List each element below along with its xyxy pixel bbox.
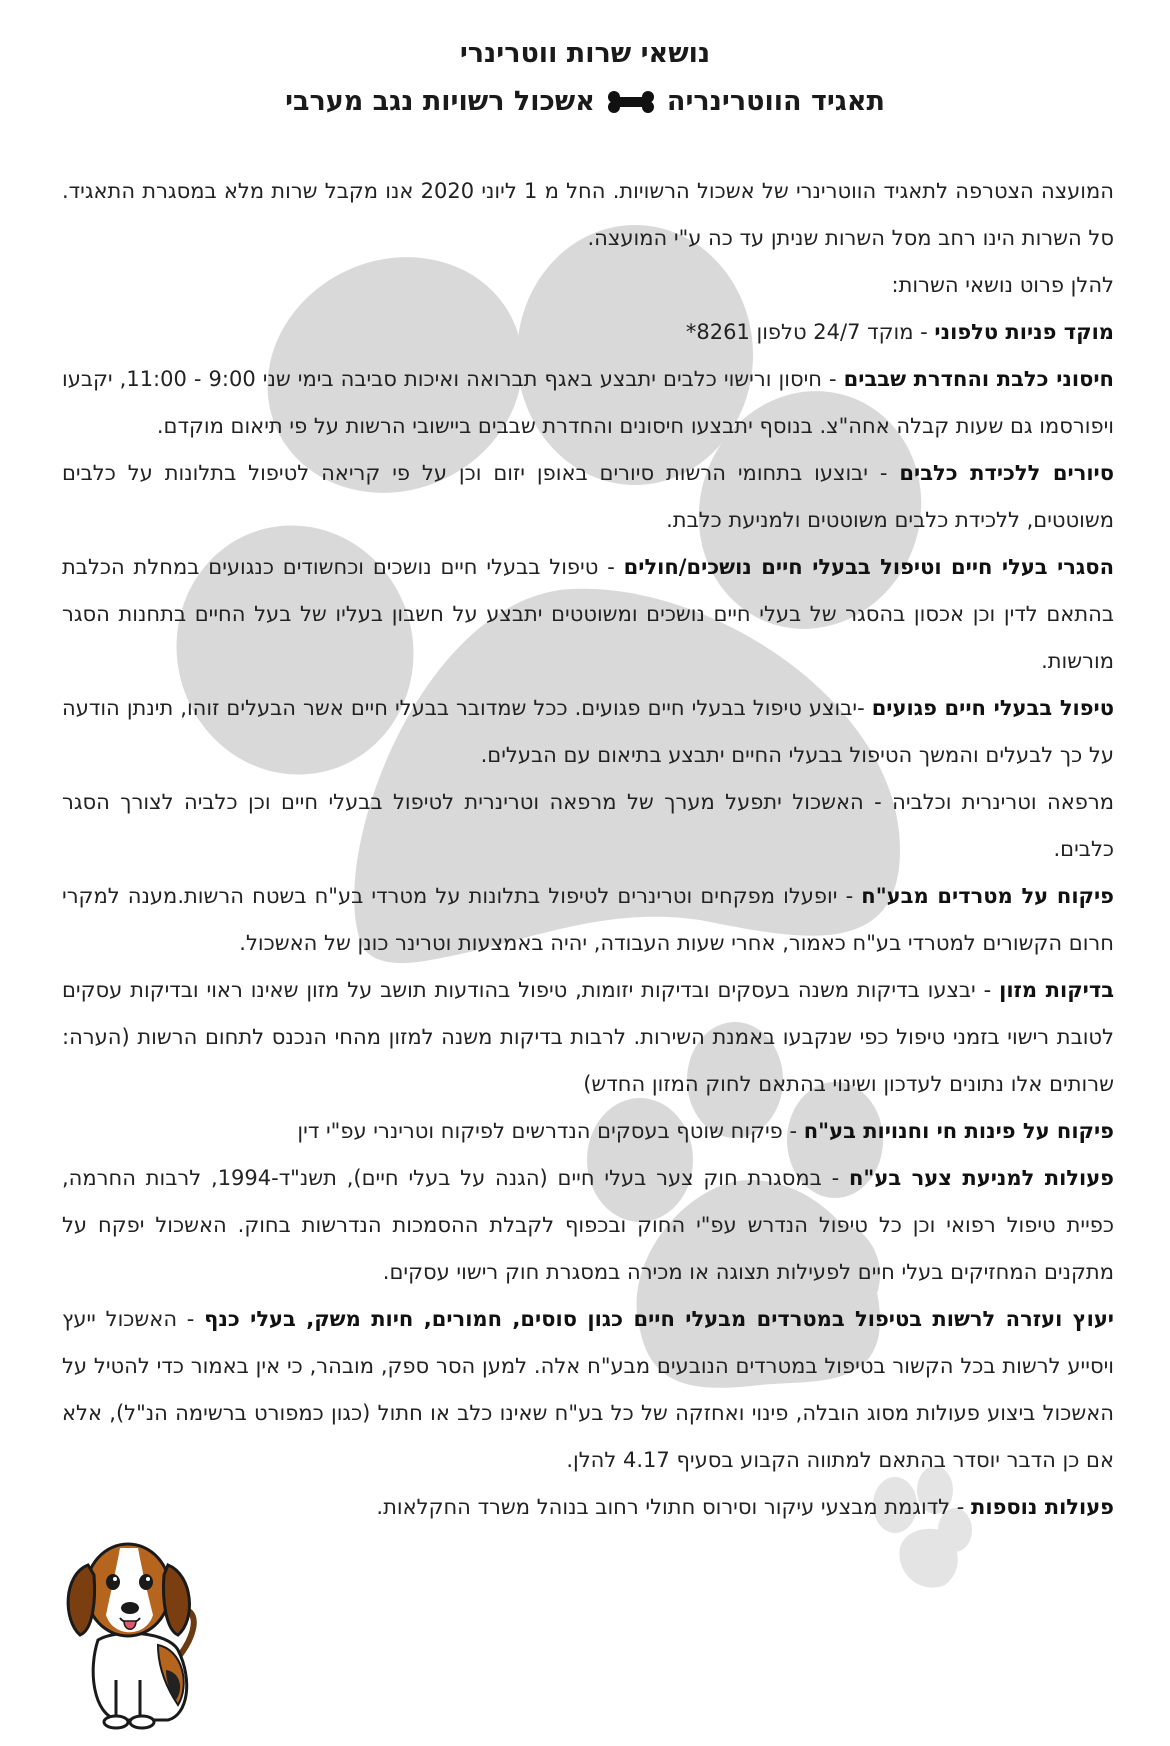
document-body xyxy=(62,168,1114,1531)
section-animal-cruelty xyxy=(62,1155,1114,1296)
section-heading: פיקוח על פינות חי וחנויות בע"ח xyxy=(803,1119,1114,1143)
section-heading: פעולות למניעת צער בע"ח xyxy=(849,1166,1114,1190)
section-heading: חיסוני כלבת והחדרת שבבים xyxy=(843,367,1114,391)
intro-paragraph: המועצה הצטרפה לתאגיד הווטרינרי של אשכול הרשויות. החל מ 1 ליוני 2020 אנו מקבל שרות מלא במסגרת התאגיד. סל השרות הינו רחב מסל השרות שניתן עד כה ע"י המועצה. xyxy=(62,179,1115,250)
section-text: -יבוצע טיפול בבעלי חיים פגועים. ככל שמדובר בבעלי חיים אשר הבעלים זוהו, תינתן הודעה על כך לבעלים והמשך הטיפול בבעלי החיים יתבצע בתיאום עם הבעלים. xyxy=(62,696,1114,767)
title-line-2 xyxy=(0,78,1170,126)
section-text: - יופעלו מפקחים וטרינרים לטיפול בתלונות על מטרדי בע"ח בשטח הרשות.מענה למקרי חרום הקשורים למטרדי בע"ח כאמור, אחרי שעות העבודה, יהיה באמצעות וטרינר כונן של האשכול. xyxy=(62,884,1114,955)
title-line-1: נושאי שרות ווטרינרי xyxy=(459,38,711,69)
section-dog-patrols xyxy=(62,450,1114,544)
title-cluster-name: אשכול רשויות נגב מערבי xyxy=(285,86,595,117)
beagle-puppy-icon xyxy=(58,1520,208,1730)
section-heading: פעולות נוספות xyxy=(971,1495,1114,1519)
section-text: מרפאה וטרינרית וכלביה - האשכול יתפעל מערך של מרפאה וטרינרית לטיפול בבעלי חיים וכן כלביה לצורך הסגר כלבים. xyxy=(62,790,1114,861)
section-text: - במסגרת חוק צער בעלי חיים (הגנה על בעלי חיים), תשנ"ד-1994, לרבות החרמה, כפיית טיפול רפואי וכן כל טיפול הנדרש עפ"י החוק ובכפוף לקבלת ההסמכות הנדרשות בחוק. האשכול יפקח על מתקנים המחזיקים בעלי חיים לפעילות תצוגה או מכירה במסגרת חוק רישוי עסקים. xyxy=(62,1166,1114,1284)
section-heading: פיקוח על מטרדים מבע"ח xyxy=(861,884,1114,908)
section-heading: סיורים ללכידת כלבים xyxy=(899,461,1114,485)
section-heading: יעוץ ועזרה לרשות בטיפול במטרדים מבעלי חיים כגון סוסים, חמורים, חיות משק, בעלי כנף xyxy=(204,1307,1114,1331)
section-text: - לדוגמת מבצעי עיקור וסירוס חתולי רחוב בנוהל משרד החקלאות. xyxy=(376,1495,972,1519)
section-injured-animals xyxy=(62,685,1114,779)
section-text: - פיקוח שוטף בעסקים הנדרשים לפיקוח וטרינרי עפ"י דין xyxy=(297,1119,804,1143)
section-heading: בדיקות מזון xyxy=(999,978,1115,1002)
section-food-inspection xyxy=(62,967,1114,1108)
section-text: - מוקד 24/7 טלפון 8261* xyxy=(685,320,935,344)
section-text: - יבצעו בדיקות משנה בעסקים ובדיקות יזומות, טיפול בהודעות תושב על מזון שאינו ראוי ובדיקות עסקים לטובת רישוי בזמני טיפול כפי שנקבעו באמנת השירות. לרבות בדיקות משנה למזון מהחי הנכנס לתחום הרשות (הערה: שרותים אלו נתונים לעדכון ושינוי בהתאם לחוק המזון החדש) xyxy=(62,978,1114,1096)
section-quarantine xyxy=(62,544,1114,685)
document-title xyxy=(0,30,1170,126)
title-org-name: תאגיד הווטרינריה xyxy=(666,86,885,117)
section-petting-zoos xyxy=(62,1108,1114,1155)
section-livestock-advice xyxy=(62,1296,1114,1484)
section-vet-clinic xyxy=(62,779,1114,873)
bone-icon xyxy=(607,91,655,113)
section-phone-hotline xyxy=(62,309,1114,356)
section-text: - יבוצעו בתחומי הרשות סיורים באופן יזום וכן על פי קריאה לטיפול בתלונות על כלבים משוטטים, ללכידת כלבים משוטטים ולמניעת כלבת. xyxy=(62,461,1114,532)
section-additional-actions xyxy=(62,1484,1114,1531)
section-rabies-vaccines xyxy=(62,356,1114,450)
section-text: - טיפול בבעלי חיים נושכים וכחשודים כנגועים במחלת הכלבת בהתאם לדין וכן אכסון בהסגר של בעלי חיים נושכים ומשוטטים יתבצע על חשבון בעליו של בעל החיים בתחנות הסגר מורשות. xyxy=(62,555,1114,673)
list-intro: להלן פרוט נושאי השרות: xyxy=(891,273,1114,297)
section-heading: מוקד פניות טלפוני xyxy=(934,320,1114,344)
section-heading: טיפול בבעלי חיים פגועים xyxy=(871,696,1114,720)
section-text: - האשכול ייעץ ויסייע לרשות בכל הקשור בטיפול במטרדים הנובעים מבע"ח אלה. למען הסר ספק, מובהר, כי אין באמור כדי להטיל על האשכול ביצוע פעולות מסוג הובלה, פינוי ואחזקה של כל בע"ח שאינו כלב או חתול (כגון כמפורט ברשימה הנ"ל), אלא אם כן הדבר יוסדר בהתאם למתווה הקבוע בסעיף 4.17 להלן. xyxy=(62,1307,1114,1472)
section-text: - חיסון ורישוי כלבים יתבצע באגף תברואה ואיכות סביבה בימי שני 9:00 - 11:00, יקבעו ויפורסמו גם שעות קבלה אחה"צ. בנוסף יתבצעו חיסונים והחדרת שבבים ביישובי הרשות על פי תיאום מוקדם. xyxy=(62,367,1114,438)
section-nuisance-supervision xyxy=(62,873,1114,967)
section-heading: הסגרי בעלי חיים וטיפול בבעלי חיים נושכים/חולים xyxy=(623,555,1115,579)
